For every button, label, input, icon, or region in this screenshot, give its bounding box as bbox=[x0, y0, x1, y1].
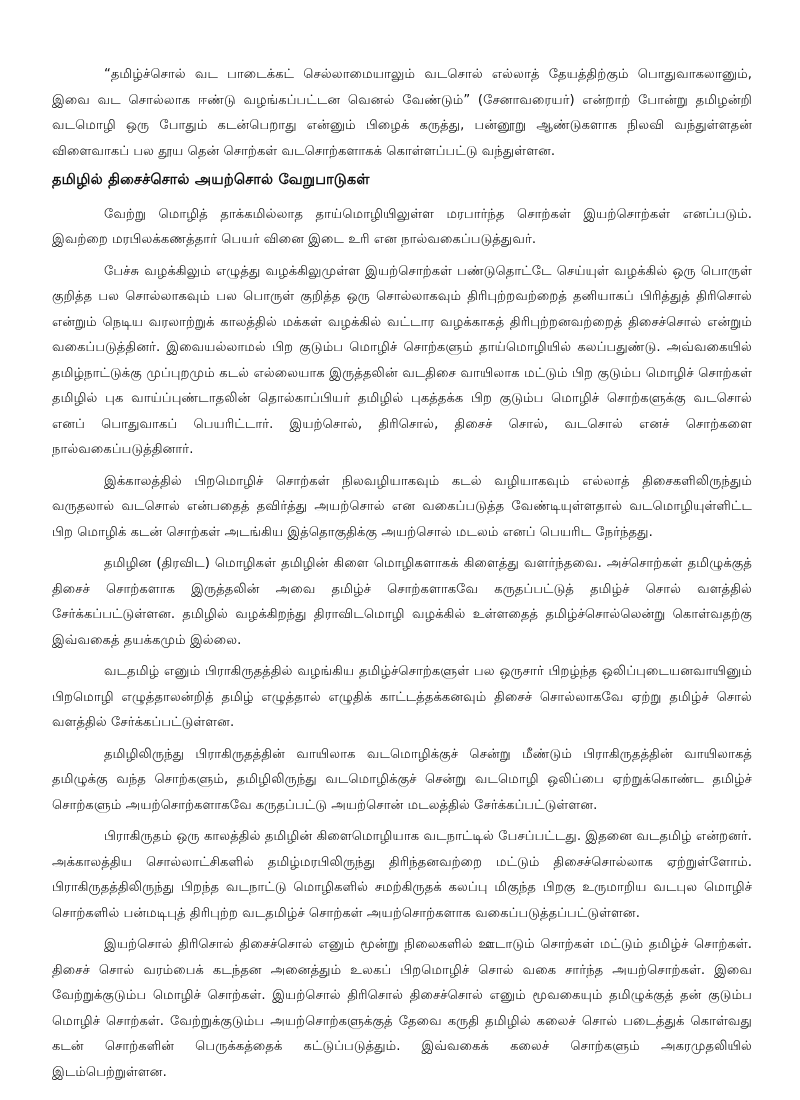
body-paragraph: பிராகிருதம் ஒரு காலத்தில் தமிழின் கிளைமொழியாக வடநாட்டில் பேசப்பட்டது. இதனை வடதமிழ் என்றனர். அக்காலத்திய சொல்லாட்சிகளில் தமிழ்மரபிலிருந்து திரிந்தனவற்றை மட்டும் திசைச்சொல்லாக ஏற்றுள்ளோம். பிராகிருதத்திலிருந்து பிறந்த வடநாட்டு மொழிகளில் சமற்கிருதக் கலப்பு மிகுந்த பிறகு உருமாறிய வடபுல மொழிச் சொற்களில் பன்மடிபுத் திரிபுற்ற வடதமிழ்ச் சொற்கள் அயற்சொற்களாக வகைப்படுத்தப்பட்டுள்ளன. bbox=[52, 829, 752, 921]
body-paragraph: தமிழின (திரவிட) மொழிகள் தமிழின் கிளை மொழிகளாகக் கிளைத்து வளர்ந்தவை. அச்சொற்கள் தமிழுக்குத் திசைச் சொற்களாக இருத்தலின் அவை தமிழ்ச் சொற்களாகவே கருதப்பட்டுத் தமிழ்ச் சொல் வளத்தில் சேர்க்கப்பட்டுள்ளன. தமிழில் வழக்கிறந்து திராவிடமொழி வழக்கில் உள்ளதைத் தமிழ்ச்சொல்லென்று கொள்வதற்கு இவ்வகைத் தயக்கமும் இல்லை. bbox=[52, 556, 752, 648]
body-paragraph: தமிழிலிருந்து பிராகிருதத்தின் வாயிலாக வடமொழிக்குச் சென்று மீண்டும் பிராகிருதத்தின் வாயிலாகத் தமிழுக்கு வந்த சொற்களும், தமிழிலிருந்து வடமொழிக்குச் சென்று வடமொழி ஒலிப்பை ஏற்றுக்கொண்ட தமிழ்ச் சொற்களும் அயற்சொற்களாகவே கருதப்பட்டு அயற்சொன் மடலத்தில் சேர்க்கப்பட்டுள்ளன. bbox=[52, 746, 752, 813]
section-heading: தமிழில் திசைச்சொல் அயற்சொல் வேறுபாடுகள் bbox=[52, 172, 370, 188]
body-paragraph: வேற்று மொழித் தாக்கமில்லாத தாய்மொழியிலுள்ள மரபார்ந்த சொற்கள் இயற்சொற்கள் எனப்படும். இவற்றை மரபிலக்கணத்தார் பெயர் வினை இடை உரி என நால்வகைப்படுத்துவர். bbox=[52, 206, 752, 247]
body-paragraph: வடதமிழ் எனும் பிராகிருதத்தில் வழங்கிய தமிழ்ச்சொற்களுள் பல ஒருசார் பிறழ்ந்த ஒலிப்புடையனவாயினும் பிறமொழி எழுத்தாலன்றித் தமிழ் எழுத்தால் எழுதிக் காட்டத்தக்கனவும் திசைச் சொல்லாகவே ஏற்று தமிழ்ச் சொல் வளத்தில் சேர்க்கப்பட்டுள்ளன. bbox=[52, 664, 752, 730]
body-paragraph: பேச்சு வழக்கிலும் எழுத்து வழக்கிலுமுள்ள இயற்சொற்கள் பண்டுதொட்டே செய்யுள் வழக்கில் ஒரு பொருள் குறித்த பல சொல்லாகவும் பல பொருள் குறித்த ஒரு சொல்லாகவும் திரிபுற்றவற்றைத் தனியாகப் பிரித்துத் திரிசொல் என்றும் நெடிய வரலாற்றுக் காலத்தில் மக்கள் வழக்கில் வட்டார வழக்காகத் திரிபுற்றனவற்றைத் திசைச்சொல் என்றும் வகைப்படுத்தினர். இவையல்லாமல் பிற குடும்ப மொழிச் சொற்களும் தாய்மொழியில் கலப்பதுண்டு. அவ்வகையில் தமிழ்நாட்டுக்கு முப்புறமும் கடல் எல்லையாக இருத்தலின் வடதிசை வாயிலாக மட்டும் பிற குடும்ப மொழிச் சொற்கள் தமிழில் புக வாய்ப்புண்டாதலின் தொல்காப்பியர் தமிழில் புகத்தக்க பிற குடும்ப மொழிச் சொற்களுக்கு வடசொல் எனப் பொதுவாகப் பெயரிட்டார். இயற்சொல், திரிசொல், திசைச் சொல், வடசொல் எனச் சொற்களை நால்வகைப்படுத்தினார். bbox=[52, 263, 752, 457]
document-page bbox=[52, 62, 752, 1091]
body-paragraph: இக்காலத்தில் பிறமொழிச் சொற்கள் நிலவழியாகவும் கடல் வழியாகவும் எல்லாத் திசைகளிலிருந்தும் வருதலால் வடசொல் என்பதைத் தவிர்த்து அயற்சொல் என வகைப்படுத்த வேண்டியுள்ளதால் வடமொழியுள்ளிட்ட பிற மொழிக் கடன் சொற்கள் அடங்கிய இத்தொகுதிக்கு அயற்சொல் மடலம் எனப் பெயரிட நேர்ந்தது. bbox=[52, 473, 752, 540]
intro-paragraph: “தமிழ்ச்சொல் வட பாடைக்கட் செல்லாமையாலும் வடசொல் எல்லாத் தேயத்திற்கும் பொதுவாகலானும், இவை வட சொல்லாக ஈண்டு வழங்கப்பட்டன வெனல் வேண்டும்” (சேனாவரையர்) என்றாற் போன்று தமிழன்றி வடமொழி ஒரு போதும் கடன்பெறாது என்னும் பிழைக் கருத்து, பன்னூறு ஆண்டுகளாக நிலவி வந்துள்ளதன் விளைவாகப் பல தூய தென் சொற்கள் வடசொற்களாகக் கொள்ளப்பட்டு வந்துள்ளன. bbox=[52, 67, 752, 159]
body-paragraph: இயற்சொல் திரிசொல் திசைச்சொல் எனும் மூன்று நிலைகளில் ஊடாடும் சொற்கள் மட்டும் தமிழ்ச் சொற்கள். திசைச் சொல் வரம்பைக் கடந்தன அனைத்தும் உலகப் பிறமொழிச் சொல் வகை சார்ந்த அயற்சொற்கள். இவை வேற்றுக்குடும்ப மொழிச் சொற்கள். இயற்சொல் திரிசொல் திசைச்சொல் எனும் மூவகையும் தமிழுக்குத் தன் குடும்ப மொழிச் சொற்கள். வேற்றுக்குடும்ப அயற்சொற்களுக்குத் தேவை கருதி தமிழில் கலைச் சொல் படைத்துக் கொள்வது கடன் சொற்களின் பெருக்கத்தைக் கட்டுப்படுத்தும். இவ்வகைக் கலைச் சொற்களும் அகரமுதலியில் இடம்பெற்றுள்ளன. bbox=[52, 937, 752, 1080]
